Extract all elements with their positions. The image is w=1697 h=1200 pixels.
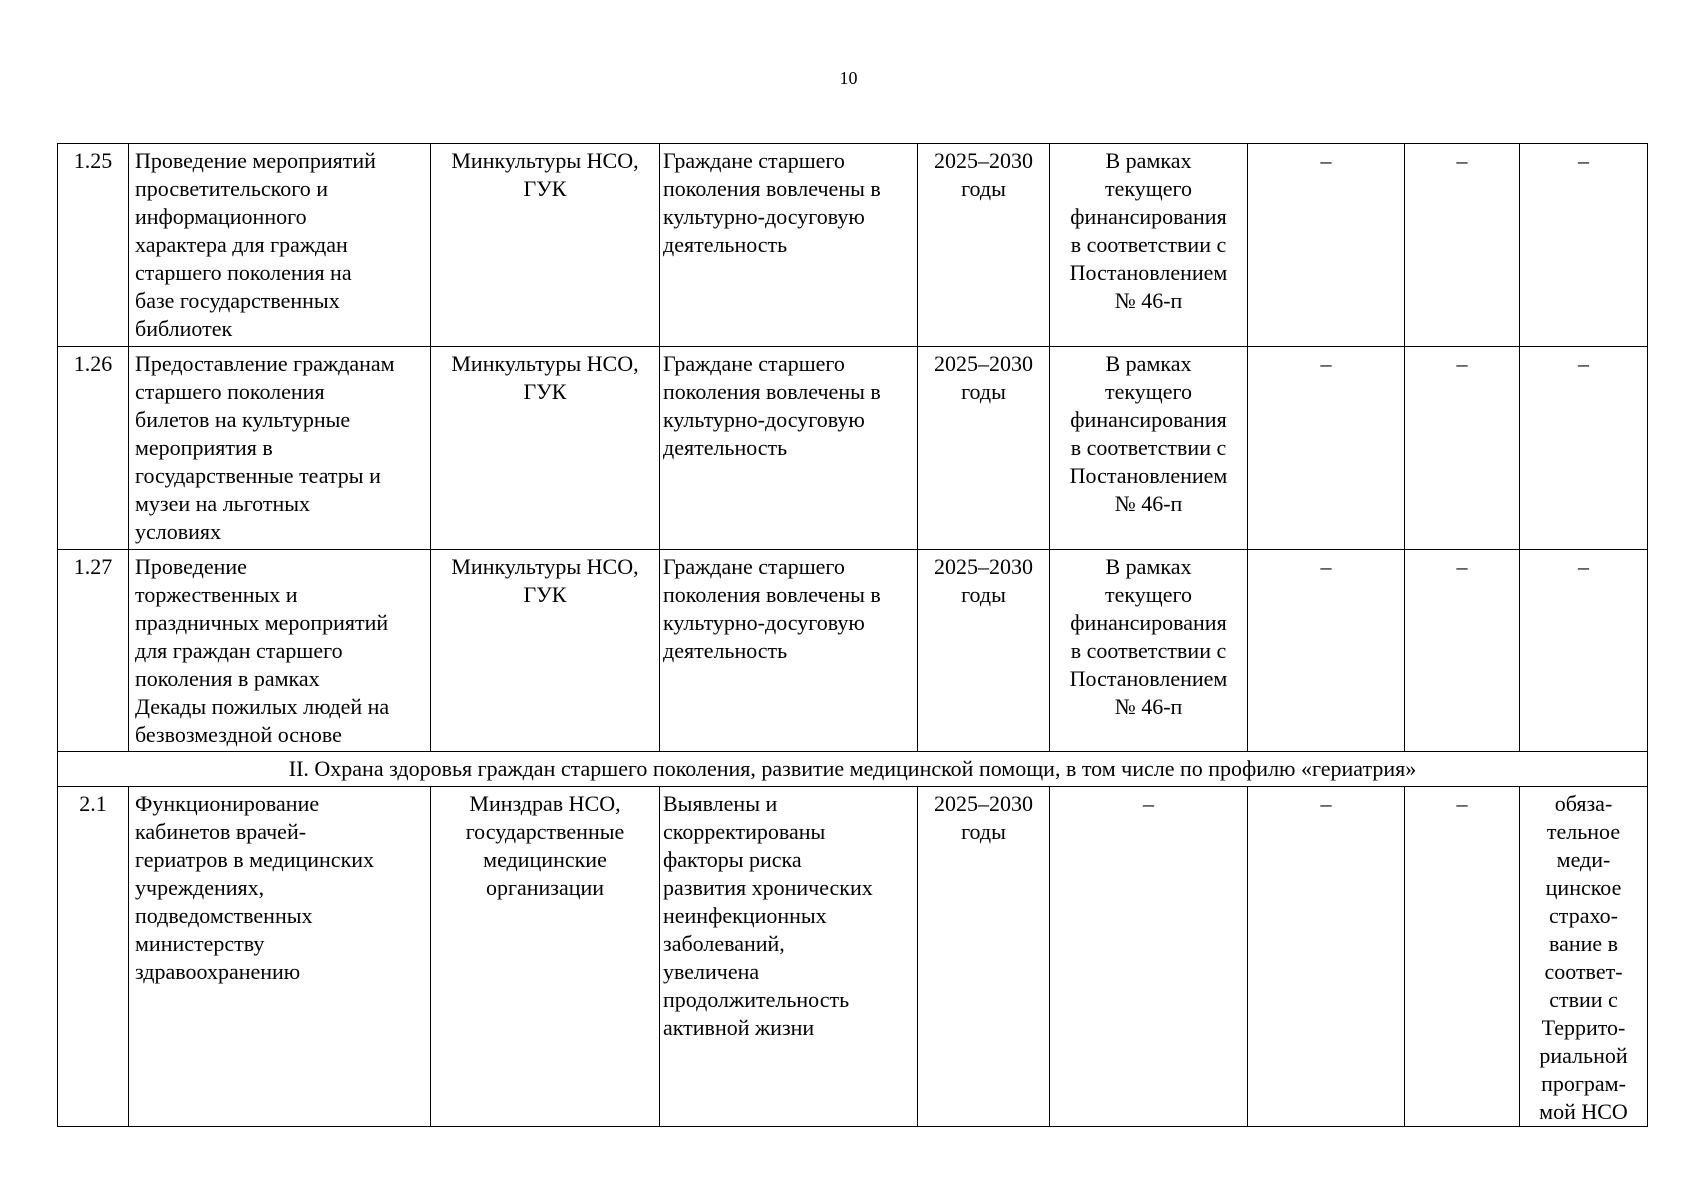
cell-line: 2025–2030 — [934, 791, 1033, 816]
executor-cell — [431, 550, 660, 752]
section-title: II. Охрана здоровья граждан старшего поколения, развитие медицинской помощи, в том числе по профилю «гериатрия» — [58, 752, 1648, 787]
cell-line: поколения в рамках — [135, 666, 320, 691]
cell-line: в соответствии с — [1070, 232, 1227, 257]
cell-line: № 46-п — [1114, 491, 1183, 516]
dash-cell: – — [1248, 550, 1405, 752]
cell-line: для граждан старшего — [135, 638, 343, 663]
cell-line: мой НСО — [1539, 1099, 1628, 1124]
cell-line: деятельность — [663, 232, 788, 257]
cell-line: продолжительность — [663, 987, 850, 1012]
cell-line: В рамках — [1105, 554, 1192, 579]
cell-line: програм- — [1541, 1071, 1626, 1096]
cell-line: финансирования — [1070, 610, 1227, 635]
dash-cell: – — [1520, 347, 1648, 550]
cell-line: Террито- — [1541, 1015, 1626, 1040]
cell-line: Предоставление гражданам — [135, 351, 395, 376]
row-number: 2.1 — [58, 787, 129, 1127]
cell-line: Декады пожилых людей на — [135, 694, 390, 719]
cell-line: ГУК — [523, 176, 567, 201]
cell-line: Минкультуры НСО, — [451, 351, 639, 376]
period-cell — [918, 144, 1050, 347]
cell-line: заболеваний, — [663, 931, 785, 956]
financing-cell — [1050, 550, 1248, 752]
cell-line: развития хронических — [663, 875, 873, 900]
period-cell — [918, 787, 1050, 1127]
cell-line: ГУК — [523, 582, 567, 607]
cell-line: риальной — [1539, 1043, 1628, 1068]
cell-line: культурно-досуговую — [663, 204, 865, 229]
page-number: 10 — [839, 68, 858, 88]
cell-line: Минкультуры НСО, — [451, 554, 639, 579]
cell-line: ГУК — [523, 379, 567, 404]
dash-cell: – — [1520, 550, 1648, 752]
cell-line: Постановлением — [1069, 463, 1228, 488]
cell-line: поколения вовлечены в — [663, 176, 881, 201]
result-cell — [660, 787, 918, 1127]
result-cell — [660, 550, 918, 752]
financing-cell: – — [1050, 787, 1248, 1127]
period-cell — [918, 550, 1050, 752]
measures-table — [57, 143, 1648, 1127]
cell-line: билетов на культурные — [135, 407, 351, 432]
row-number: 1.26 — [58, 347, 129, 550]
cell-line: государственные театры и — [135, 463, 381, 488]
cell-line: годы — [961, 379, 1006, 404]
activity-cell — [129, 347, 431, 550]
cell-line: праздничных мероприятий — [135, 610, 389, 635]
cell-line: текущего — [1105, 582, 1192, 607]
cell-line: Постановлением — [1069, 260, 1228, 285]
table-row — [58, 787, 1648, 1127]
cell-line: Минкультуры НСО, — [451, 148, 639, 173]
cell-line: старшего поколения — [135, 379, 325, 404]
cell-line: годы — [961, 176, 1006, 201]
result-cell — [660, 347, 918, 550]
cell-line: факторы риска — [663, 847, 802, 872]
cell-line: ствии с — [1549, 987, 1618, 1012]
cell-line: поколения вовлечены в — [663, 582, 881, 607]
cell-line: тельное — [1546, 819, 1621, 844]
cell-line: министерству — [135, 931, 265, 956]
cell-line: финансирования — [1070, 204, 1227, 229]
cell-line: В рамках — [1105, 351, 1192, 376]
cell-line: неинфекционных — [663, 903, 827, 928]
cell-line: культурно-досуговую — [663, 407, 865, 432]
cell-line: Минздрав НСО, — [469, 791, 621, 816]
dash-cell: – — [1405, 787, 1520, 1127]
cell-line: кабинетов врачей- — [135, 819, 307, 844]
cell-line: мероприятия в — [135, 435, 273, 460]
cell-line: деятельность — [663, 638, 788, 663]
cell-line: 2025–2030 — [934, 554, 1033, 579]
cell-line: Выявлены и — [663, 791, 778, 816]
cell-line: организации — [485, 875, 605, 900]
cell-line: деятельность — [663, 435, 788, 460]
cell-line: скорректированы — [663, 819, 826, 844]
cell-line: безвозмездной основе — [135, 722, 342, 747]
cell-line: текущего — [1105, 176, 1192, 201]
cell-line: обяза- — [1554, 791, 1613, 816]
cell-line: старшего поколения на — [135, 260, 352, 285]
cell-line: Проведение мероприятий — [135, 148, 376, 173]
cell-line: вание в — [1548, 931, 1619, 956]
dash-cell: – — [1405, 550, 1520, 752]
cell-line: государственные — [465, 819, 625, 844]
cell-line: Постановлением — [1069, 666, 1228, 691]
cell-line: В рамках — [1105, 148, 1192, 173]
cell-line: страхо- — [1549, 903, 1618, 928]
dash-cell: – — [1405, 144, 1520, 347]
financing-cell — [1050, 144, 1248, 347]
cell-line: активной жизни — [663, 1015, 815, 1040]
section-row — [58, 752, 1648, 787]
row-number: 1.25 — [58, 144, 129, 347]
cell-line: в соответствии с — [1070, 638, 1227, 663]
activity-cell — [129, 550, 431, 752]
table-row — [58, 144, 1648, 347]
funding-source-cell — [1520, 787, 1648, 1127]
executor-cell — [431, 144, 660, 347]
cell-line: информационного — [135, 204, 307, 229]
dash-cell: – — [1520, 144, 1648, 347]
cell-line: № 46-п — [1114, 288, 1183, 313]
financing-cell — [1050, 347, 1248, 550]
dash-cell: – — [1405, 347, 1520, 550]
cell-line: Граждане старшего — [663, 148, 845, 173]
activity-cell — [129, 787, 431, 1127]
period-cell — [918, 347, 1050, 550]
dash-cell: – — [1248, 347, 1405, 550]
cell-line: меди- — [1556, 847, 1611, 872]
cell-line: учреждениях, — [135, 875, 265, 900]
cell-line: Граждане старшего — [663, 351, 845, 376]
cell-line: в соответствии с — [1070, 435, 1227, 460]
executor-cell — [431, 347, 660, 550]
cell-line: условиях — [135, 519, 222, 544]
cell-line: торжественных и — [135, 582, 298, 607]
result-cell — [660, 144, 918, 347]
cell-line: финансирования — [1070, 407, 1227, 432]
executor-cell — [431, 787, 660, 1127]
cell-line: здравоохранению — [135, 959, 301, 984]
cell-line: 2025–2030 — [934, 351, 1033, 376]
cell-line: просветительского и — [135, 176, 328, 201]
cell-line: цинское — [1545, 875, 1622, 900]
cell-line: № 46-п — [1114, 694, 1183, 719]
row-number: 1.27 — [58, 550, 129, 752]
cell-line: поколения вовлечены в — [663, 379, 881, 404]
cell-line: соответ- — [1544, 959, 1623, 984]
cell-line: Граждане старшего — [663, 554, 845, 579]
dash-cell: – — [1248, 144, 1405, 347]
cell-line: Функционирование — [135, 791, 320, 816]
cell-line: характера для граждан — [135, 232, 348, 257]
cell-line: музеи на льготных — [135, 491, 311, 516]
cell-line: культурно-досуговую — [663, 610, 865, 635]
cell-line: 2025–2030 — [934, 148, 1033, 173]
cell-line: годы — [961, 582, 1006, 607]
cell-line: увеличена — [663, 959, 760, 984]
cell-line: годы — [961, 819, 1006, 844]
cell-line: текущего — [1105, 379, 1192, 404]
table-row — [58, 550, 1648, 752]
cell-line: Проведение — [135, 554, 247, 579]
cell-line: гериатров в медицинских — [135, 847, 375, 872]
table-row — [58, 347, 1648, 550]
cell-line: библиотек — [135, 316, 233, 341]
cell-line: базе государственных — [135, 288, 340, 313]
dash-cell: – — [1248, 787, 1405, 1127]
cell-line: подведомственных — [135, 903, 313, 928]
activity-cell — [129, 144, 431, 347]
cell-line: медицинские — [483, 847, 607, 872]
